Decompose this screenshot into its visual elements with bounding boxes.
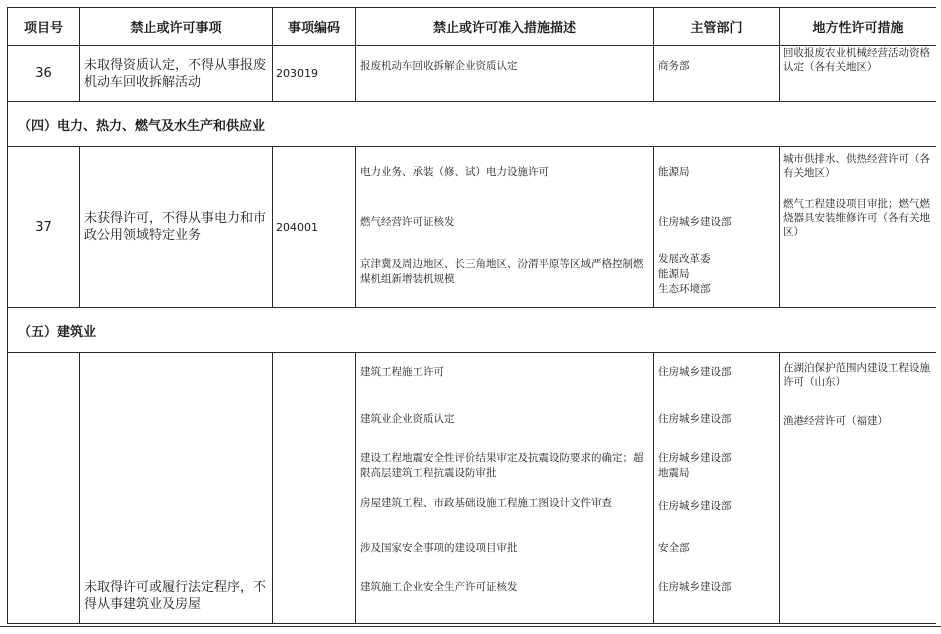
dept-text: 住房城乡建设部 bbox=[658, 366, 732, 378]
measure-cell bbox=[356, 46, 654, 102]
permit-table bbox=[7, 7, 936, 624]
dept-text: 生态环境部 bbox=[658, 283, 711, 295]
dept-cell bbox=[654, 46, 780, 102]
dept-text: 住房城乡建设部 bbox=[658, 500, 732, 512]
measure-text: 建筑工程施工许可 bbox=[360, 366, 444, 378]
measure-text: 报废机动车回收拆解企业资质认定 bbox=[360, 60, 518, 72]
local-text: 在湖泊保护范围内建设工程设施许可（山东） bbox=[783, 362, 930, 388]
matter-cell bbox=[80, 353, 273, 624]
local-cell bbox=[780, 353, 937, 624]
measure-text: 房屋建筑工程、市政基础设施工程施工图设计文件审查 bbox=[360, 497, 612, 509]
dept-text: 地震局 bbox=[658, 467, 690, 479]
project-no: 37 bbox=[8, 147, 80, 308]
measure-text: 电力业务、承装（修、试）电力设施许可 bbox=[360, 166, 549, 178]
section-title: （四）电力、热力、燃气及水生产和供应业 bbox=[8, 102, 937, 147]
dept-text: 商务部 bbox=[658, 60, 690, 72]
dept-cell bbox=[654, 147, 780, 308]
local-text: 回收报废农业机械经营活动资格认定（各有关地区） bbox=[783, 47, 930, 73]
measure-text: 建筑业企业资质认定 bbox=[360, 413, 455, 425]
item-code bbox=[273, 353, 356, 624]
section-title: （五）建筑业 bbox=[8, 308, 937, 353]
table-row bbox=[8, 353, 937, 624]
header-code: 事项编码 bbox=[273, 8, 356, 46]
dept-text: 住房城乡建设部 bbox=[658, 413, 732, 425]
table-row bbox=[8, 46, 937, 102]
table-row bbox=[8, 147, 937, 308]
local-text: 燃气工程建设项目审批；燃气燃烧器具安装维修许可（各有关地区） bbox=[783, 198, 930, 238]
page-bottom-rule bbox=[0, 626, 941, 627]
matter-text: 未取得资质认定，不得从事报废机动车回收拆解活动 bbox=[80, 46, 273, 102]
item-code: 203019 bbox=[273, 46, 356, 102]
measure-text: 京津冀及周边地区、长三角地区、汾渭平原等区域严格控制燃煤机组新增装机规模 bbox=[360, 258, 644, 285]
measure-text: 涉及国家安全事项的建设项目审批 bbox=[360, 542, 518, 554]
header-dept: 主管部门 bbox=[654, 8, 780, 46]
header-matter: 禁止或许可事项 bbox=[80, 8, 273, 46]
dept-text: 发展改革委 bbox=[658, 253, 711, 265]
item-code: 204001 bbox=[273, 147, 356, 308]
local-text: 城市供排水、供热经营许可（各有关地区） bbox=[783, 153, 930, 179]
local-cell bbox=[780, 147, 937, 308]
measure-cell bbox=[356, 353, 654, 624]
section-row bbox=[8, 308, 937, 353]
measure-text: 建筑施工企业安全生产许可证核发 bbox=[360, 581, 518, 593]
project-no bbox=[8, 353, 80, 624]
header-local: 地方性许可措施 bbox=[780, 8, 937, 46]
local-text: 渔港经营许可（福建） bbox=[783, 415, 888, 427]
measure-cell bbox=[356, 147, 654, 308]
section-row bbox=[8, 102, 937, 147]
local-cell bbox=[780, 46, 937, 102]
dept-text: 住房城乡建设部 bbox=[658, 581, 732, 593]
dept-text: 能源局 bbox=[658, 268, 690, 280]
header-measure: 禁止或许可准入措施描述 bbox=[356, 8, 654, 46]
dept-cell bbox=[654, 353, 780, 624]
project-no: 36 bbox=[8, 46, 80, 102]
document-page bbox=[7, 7, 936, 634]
matter-text: 未取得许可或履行法定程序，不得从事建筑业及房屋 bbox=[84, 580, 267, 612]
header-row bbox=[8, 8, 937, 46]
measure-text: 建设工程地震安全性评价结果审定及抗震设防要求的确定；超限高层建筑工程抗震设防审批 bbox=[360, 452, 644, 479]
header-project-no: 项目号 bbox=[8, 8, 80, 46]
dept-text: 住房城乡建设部 bbox=[658, 452, 732, 464]
dept-text: 安全部 bbox=[658, 542, 690, 554]
measure-text: 燃气经营许可证核发 bbox=[360, 216, 455, 228]
dept-text: 能源局 bbox=[658, 166, 690, 178]
dept-text: 住房城乡建设部 bbox=[658, 216, 732, 228]
matter-text: 未获得许可，不得从事电力和市政公用领域特定业务 bbox=[80, 147, 273, 308]
